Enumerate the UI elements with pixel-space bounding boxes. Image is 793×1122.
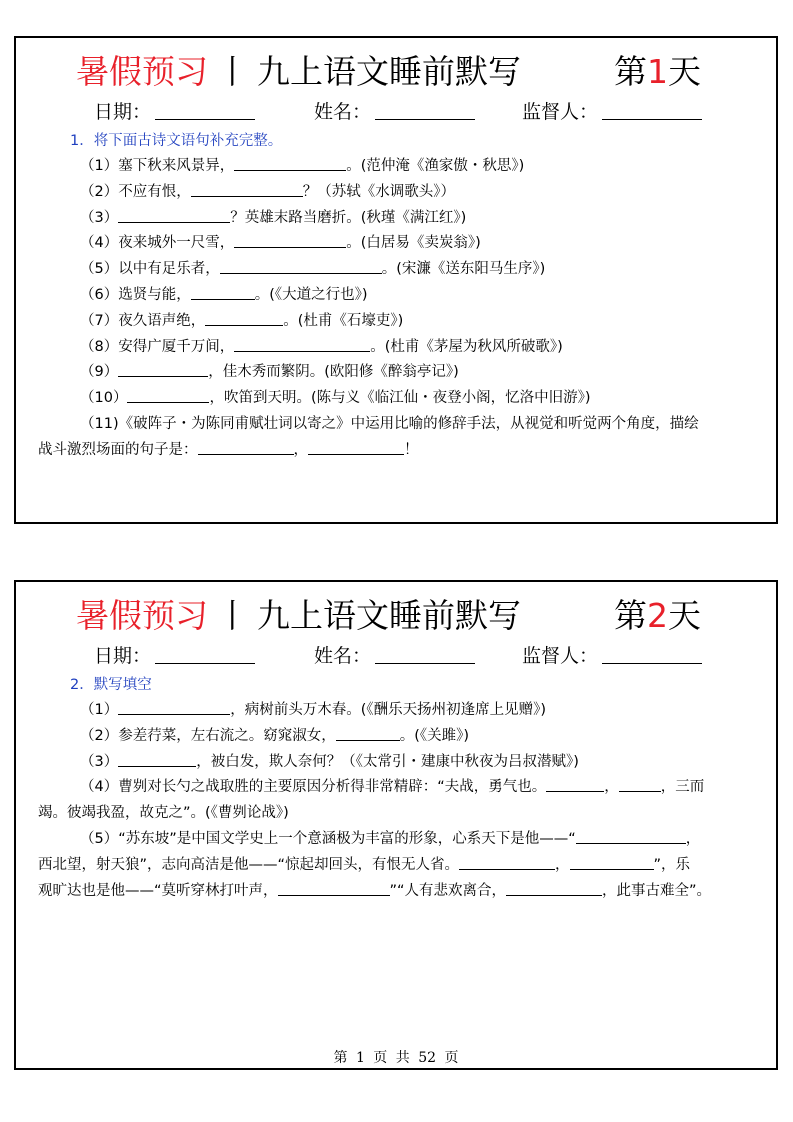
day-number: 2 — [647, 596, 668, 635]
name-label: 姓名： — [314, 645, 372, 667]
question-list — [38, 698, 758, 904]
day-suffix: 天 — [668, 596, 701, 635]
answer-blank[interactable] — [234, 337, 370, 352]
day-suffix: 天 — [668, 52, 701, 91]
info-row — [94, 96, 736, 128]
question-3: （3） ，被白发，欺人奈何？（《太常引・建康中秋夜为吕叔潜赋》) — [80, 753, 579, 770]
name-blank[interactable] — [375, 643, 475, 664]
name-field — [314, 96, 475, 128]
question-5-cont-2: 观旷达也是他——“莫听穿林打叶声， ”“人有悲欢离合， ，此事古难全”。 — [38, 882, 712, 899]
question-4: （4）夜来城外一尺雪， 。(白居易《卖炭翁》) — [80, 235, 481, 252]
header — [16, 42, 776, 102]
date-field — [94, 640, 255, 672]
date-field — [94, 96, 255, 128]
section-title: 2．默写填空 — [70, 677, 152, 693]
answer-blank[interactable] — [506, 881, 602, 896]
question-8: （8）安得广厦千万间， 。(杜甫《茅屋为秋风所破歌》) — [80, 338, 563, 355]
name-label: 姓名： — [314, 101, 372, 123]
question-6: （6）选贤与能， 。(《大道之行也》) — [80, 286, 368, 303]
title-separator: 丨 — [216, 52, 249, 91]
title-highlight: 暑假预习 — [76, 52, 208, 91]
day-prefix: 第 — [614, 596, 647, 635]
answer-blank[interactable] — [278, 881, 390, 896]
answer-blank[interactable] — [118, 700, 230, 715]
question-4: （4）曹刿对长勺之战取胜的主要原因分析得非常精辟：“夫战，勇气也。 ， ，三而 — [80, 779, 705, 796]
day-prefix: 第 — [614, 52, 647, 91]
supervisor-blank[interactable] — [602, 643, 702, 664]
answer-blank[interactable] — [191, 285, 255, 300]
question-3: （3） ？英雄末路当磨折。(秋瑾《满江红》) — [80, 209, 467, 226]
supervisor-field — [522, 96, 702, 128]
name-field — [314, 640, 475, 672]
answer-blank[interactable] — [336, 726, 400, 741]
question-5: （5）“苏东坡”是中国文学史上一个意涵极为丰富的形象，心系天下是他——“ ， — [80, 830, 701, 847]
worksheet-title — [76, 592, 521, 640]
answer-blank[interactable] — [220, 259, 382, 274]
answer-blank[interactable] — [234, 233, 346, 248]
title-highlight: 暑假预习 — [76, 596, 208, 635]
answer-blank[interactable] — [205, 311, 283, 326]
info-row — [94, 640, 736, 672]
question-1: （1） ，病树前头万木春。(《酬乐天扬州初逢席上见赠》) — [80, 702, 547, 718]
section-title: 1．将下面古诗文语句补充完整。 — [70, 133, 283, 149]
question-2: （2）参差荇菜，左右流之。窈窕淑女， 。(《关雎》) — [80, 727, 470, 744]
name-blank[interactable] — [375, 99, 475, 120]
answer-blank[interactable] — [127, 388, 209, 403]
question-5-cont-1: 西北望，射天狼”，志向高洁是他——“惊起却回头，有恨无人省。 ， ”，乐 — [38, 856, 691, 873]
day-label — [614, 592, 701, 640]
question-4-cont: 竭。彼竭我盈，故克之”。(《曹刿论战》) — [38, 805, 289, 822]
question-11-cont: 战斗激烈场面的句子是： ， ！ — [38, 441, 419, 458]
title-main: 九上语文睡前默写 — [257, 52, 521, 91]
answer-blank[interactable] — [118, 208, 230, 223]
answer-blank[interactable] — [546, 777, 604, 792]
question-5: （5）以中有足乐者， 。(宋濂《送东阳马生序》) — [80, 261, 546, 278]
answer-blank[interactable] — [308, 440, 404, 455]
supervisor-blank[interactable] — [602, 99, 702, 120]
date-label: 日期： — [94, 101, 152, 123]
worksheet-day-1 — [14, 36, 778, 524]
title-main: 九上语文睡前默写 — [257, 596, 521, 635]
question-9: （9） ，佳木秀而繁阴。(欧阳修《醉翁亭记》) — [80, 364, 459, 381]
answer-blank[interactable] — [576, 829, 686, 844]
page-footer: 第 1 页 共 52 页 — [333, 1050, 459, 1066]
answer-blank[interactable] — [198, 440, 294, 455]
answer-blank[interactable] — [118, 752, 196, 767]
question-10: （10） ，吹笛到天明。(陈与义《临江仙・夜登小阁，忆洛中旧游》) — [80, 390, 591, 407]
header — [16, 586, 776, 646]
date-blank[interactable] — [155, 643, 255, 664]
date-blank[interactable] — [155, 99, 255, 120]
worksheet-title — [76, 48, 521, 96]
question-7: （7）夜久语声绝， 。(杜甫《石壕吏》) — [80, 312, 404, 329]
question-2: （2）不应有恨， ？（苏轼《水调歌头》） — [80, 183, 455, 200]
question-1: （1）塞下秋来风景异， 。(范仲淹《渔家傲・秋思》) — [80, 158, 525, 174]
answer-blank[interactable] — [118, 362, 208, 377]
answer-blank[interactable] — [619, 777, 661, 792]
supervisor-label: 监督人： — [522, 101, 599, 123]
answer-blank[interactable] — [191, 182, 303, 197]
title-separator: 丨 — [216, 596, 249, 635]
answer-blank[interactable] — [234, 156, 346, 171]
supervisor-label: 监督人： — [522, 645, 599, 667]
day-label — [614, 48, 701, 96]
day-number: 1 — [647, 52, 668, 91]
answer-blank[interactable] — [570, 855, 654, 870]
worksheet-day-2 — [14, 580, 778, 1070]
date-label: 日期： — [94, 645, 152, 667]
supervisor-field — [522, 640, 702, 672]
question-list — [38, 154, 758, 464]
answer-blank[interactable] — [459, 855, 555, 870]
question-11: （11)《破阵子・为陈同甫赋壮词以寄之》中运用比喻的修辞手法，从视觉和听觉两个角度，描绘 — [80, 415, 699, 432]
